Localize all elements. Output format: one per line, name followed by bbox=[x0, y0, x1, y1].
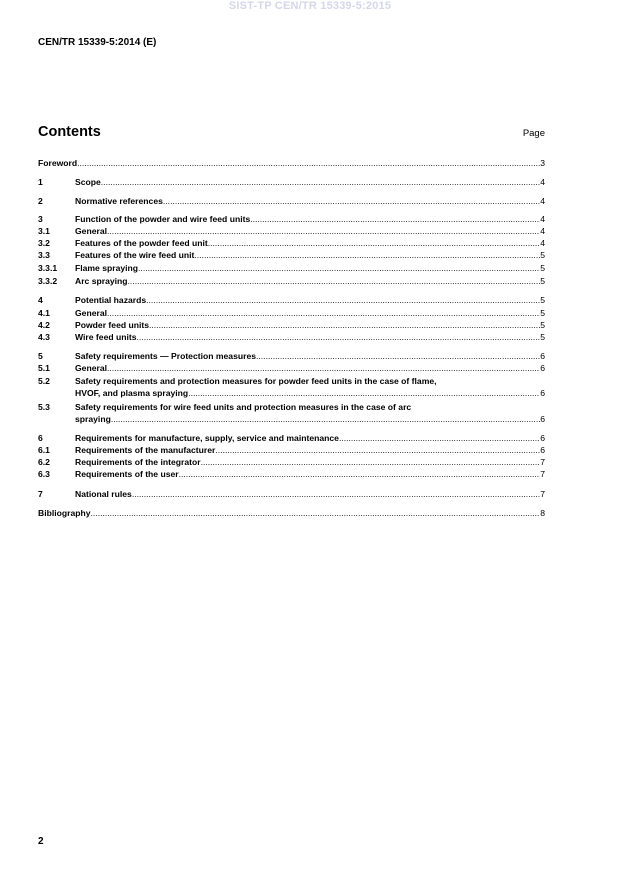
toc-entry-5-2-line1[interactable] bbox=[38, 375, 545, 387]
toc-entry-number: 3.3.2 bbox=[38, 276, 58, 286]
toc-entry-page: 5 bbox=[540, 320, 545, 330]
toc-leader bbox=[208, 237, 540, 249]
toc-leader bbox=[256, 350, 540, 362]
toc-entry-5[interactable] bbox=[38, 350, 545, 362]
toc-entry-number: 3.2 bbox=[38, 238, 50, 248]
toc-leader bbox=[146, 294, 540, 306]
toc-entry-6-3[interactable] bbox=[38, 468, 545, 480]
toc-entry-3-3[interactable] bbox=[38, 249, 545, 261]
toc-leader bbox=[128, 275, 541, 287]
toc-entry-number: 1 bbox=[38, 177, 43, 187]
contents-title: Contents bbox=[38, 124, 101, 140]
toc-entry-page: 6 bbox=[540, 414, 545, 424]
toc-entry-page: 5 bbox=[540, 250, 545, 260]
toc-entry-page: 7 bbox=[540, 489, 545, 499]
toc-entry-title: Function of the powder and wire feed units bbox=[75, 214, 251, 224]
toc-entry-number: 3.1 bbox=[38, 226, 50, 236]
toc-entry-title: Foreword bbox=[38, 158, 78, 168]
toc-entry-bibliography[interactable] bbox=[38, 507, 545, 519]
toc-entry-number: 5.2 bbox=[38, 376, 50, 386]
toc-entry-title: Normative references bbox=[75, 196, 163, 206]
toc-entry-4-3[interactable] bbox=[38, 331, 545, 343]
toc-entry-page: 6 bbox=[540, 388, 545, 398]
toc-entry-number: 5.3 bbox=[38, 402, 50, 412]
toc-leader bbox=[188, 387, 540, 399]
toc-entry-number: 3.3 bbox=[38, 250, 50, 260]
toc-entry-2[interactable] bbox=[38, 195, 545, 207]
toc-entry-number: 6.2 bbox=[38, 457, 50, 467]
toc-entry-page: 7 bbox=[540, 457, 545, 467]
toc-leader bbox=[149, 319, 540, 331]
toc-entry-page: 4 bbox=[540, 177, 545, 187]
toc-entry-title: Scope bbox=[75, 177, 101, 187]
toc-entry-number: 3.3.1 bbox=[38, 263, 58, 273]
toc-entry-title: Requirements of the integrator bbox=[75, 457, 201, 467]
toc-entry-page: 4 bbox=[540, 238, 545, 248]
toc-entry-page: 4 bbox=[540, 226, 545, 236]
toc-entry-title: General bbox=[75, 226, 108, 236]
toc-entry-3-1[interactable] bbox=[38, 225, 545, 237]
toc-entry-number: 6.1 bbox=[38, 445, 50, 455]
toc-entry-3-3-1[interactable] bbox=[38, 262, 545, 274]
toc-entry-title: National rules bbox=[75, 489, 132, 499]
toc-entry-title: General bbox=[75, 363, 108, 373]
toc-leader bbox=[201, 456, 541, 468]
toc-entry-number: 4.1 bbox=[38, 308, 50, 318]
toc-entry-6[interactable] bbox=[38, 432, 545, 444]
toc-entry-page: 6 bbox=[540, 363, 545, 373]
toc-entry-title: spraying bbox=[75, 414, 111, 424]
toc-leader bbox=[194, 249, 540, 261]
toc-entry-page: 6 bbox=[540, 351, 545, 361]
toc-entry-title: General bbox=[75, 308, 108, 318]
toc-entry-4-1[interactable] bbox=[38, 307, 545, 319]
toc-entry-3[interactable] bbox=[38, 213, 545, 225]
toc-entry-title: Bibliography bbox=[38, 508, 91, 518]
toc-entry-1[interactable] bbox=[38, 176, 545, 188]
toc-entry-7[interactable] bbox=[38, 488, 545, 500]
toc-entry-3-2[interactable] bbox=[38, 237, 545, 249]
toc-entry-number: 7 bbox=[38, 489, 43, 499]
toc-leader bbox=[107, 225, 540, 237]
toc-entry-page: 4 bbox=[540, 196, 545, 206]
toc-leader bbox=[107, 362, 540, 374]
toc-entry-foreword[interactable] bbox=[38, 157, 545, 169]
toc-entry-title-line1: Safety requirements for wire feed units and protection measures in the case of arc bbox=[75, 402, 412, 412]
toc-entry-number: 5.1 bbox=[38, 363, 50, 373]
toc-entry-page: 6 bbox=[540, 433, 545, 443]
toc-entry-page: 6 bbox=[540, 445, 545, 455]
toc-leader bbox=[77, 157, 540, 169]
toc-entry-5-2[interactable] bbox=[38, 387, 545, 399]
toc-entry-number: 4.2 bbox=[38, 320, 50, 330]
toc-entry-title: Arc spraying bbox=[75, 276, 128, 286]
toc-entry-title: Wire feed units bbox=[75, 332, 137, 342]
toc-entry-title: Powder feed units bbox=[75, 320, 150, 330]
toc-leader bbox=[339, 432, 540, 444]
toc-entry-title: Flame spraying bbox=[75, 263, 139, 273]
toc-entry-title: Requirements for manufacture, supply, service and maintenance bbox=[75, 433, 339, 443]
toc-leader bbox=[137, 331, 541, 343]
toc-entry-page: 5 bbox=[540, 263, 545, 273]
toc-entry-title-line1: Safety requirements and protection measures for powder feed units in the case of flame, bbox=[75, 376, 437, 386]
toc-entry-page: 8 bbox=[540, 508, 545, 518]
toc-entry-4-2[interactable] bbox=[38, 319, 545, 331]
toc-entry-title: Safety requirements — Protection measures bbox=[75, 351, 257, 361]
toc-leader bbox=[250, 213, 540, 225]
toc-entry-4[interactable] bbox=[38, 294, 545, 306]
toc-entry-number: 5 bbox=[38, 351, 43, 361]
toc-entry-number: 6.3 bbox=[38, 469, 50, 479]
toc-entry-title: Features of the wire feed unit bbox=[75, 250, 195, 260]
toc-entry-page: 7 bbox=[540, 469, 545, 479]
toc-entry-title: Features of the powder feed unit bbox=[75, 238, 208, 248]
page-column-label: Page bbox=[522, 128, 545, 139]
toc-entry-5-1[interactable] bbox=[38, 362, 545, 374]
toc-entry-number: 4.3 bbox=[38, 332, 50, 342]
document-identifier: CEN/TR 15339-5:2014 (E) bbox=[38, 37, 157, 48]
toc-entry-title: HVOF, and plasma spraying bbox=[75, 388, 189, 398]
toc-leader bbox=[132, 488, 540, 500]
toc-entry-number: 4 bbox=[38, 295, 43, 305]
toc-entry-page: 5 bbox=[540, 276, 545, 286]
toc-entry-number: 6 bbox=[38, 433, 43, 443]
toc-leader bbox=[107, 307, 540, 319]
toc-entry-number: 2 bbox=[38, 196, 43, 206]
toc-entry-3-3-2[interactable] bbox=[38, 275, 545, 287]
toc-entry-title: Potential hazards bbox=[75, 295, 147, 305]
watermark: SIST-TP CEN/TR 15339-5:2015 bbox=[228, 0, 392, 12]
toc-leader bbox=[215, 444, 540, 456]
toc-entry-page: 5 bbox=[540, 295, 545, 305]
toc-entry-6-2[interactable] bbox=[38, 456, 545, 468]
toc-entry-number: 3 bbox=[38, 214, 43, 224]
toc-entry-6-1[interactable] bbox=[38, 444, 545, 456]
toc-entry-page: 3 bbox=[540, 158, 545, 168]
toc-entry-title: Requirements of the manufacturer bbox=[75, 445, 216, 455]
toc-leader bbox=[179, 468, 541, 480]
toc-entry-title: Requirements of the user bbox=[75, 469, 179, 479]
toc-entry-5-3-line1[interactable] bbox=[38, 401, 545, 413]
toc-entry-page: 4 bbox=[540, 214, 545, 224]
toc-leader bbox=[111, 413, 540, 425]
toc-entry-page: 5 bbox=[540, 308, 545, 318]
page-number: 2 bbox=[38, 836, 44, 847]
toc-leader bbox=[101, 176, 540, 188]
toc-leader bbox=[163, 195, 540, 207]
toc-leader bbox=[138, 262, 540, 274]
toc-entry-page: 5 bbox=[540, 332, 545, 342]
toc-leader bbox=[91, 507, 541, 519]
toc-entry-5-3[interactable] bbox=[38, 413, 545, 425]
